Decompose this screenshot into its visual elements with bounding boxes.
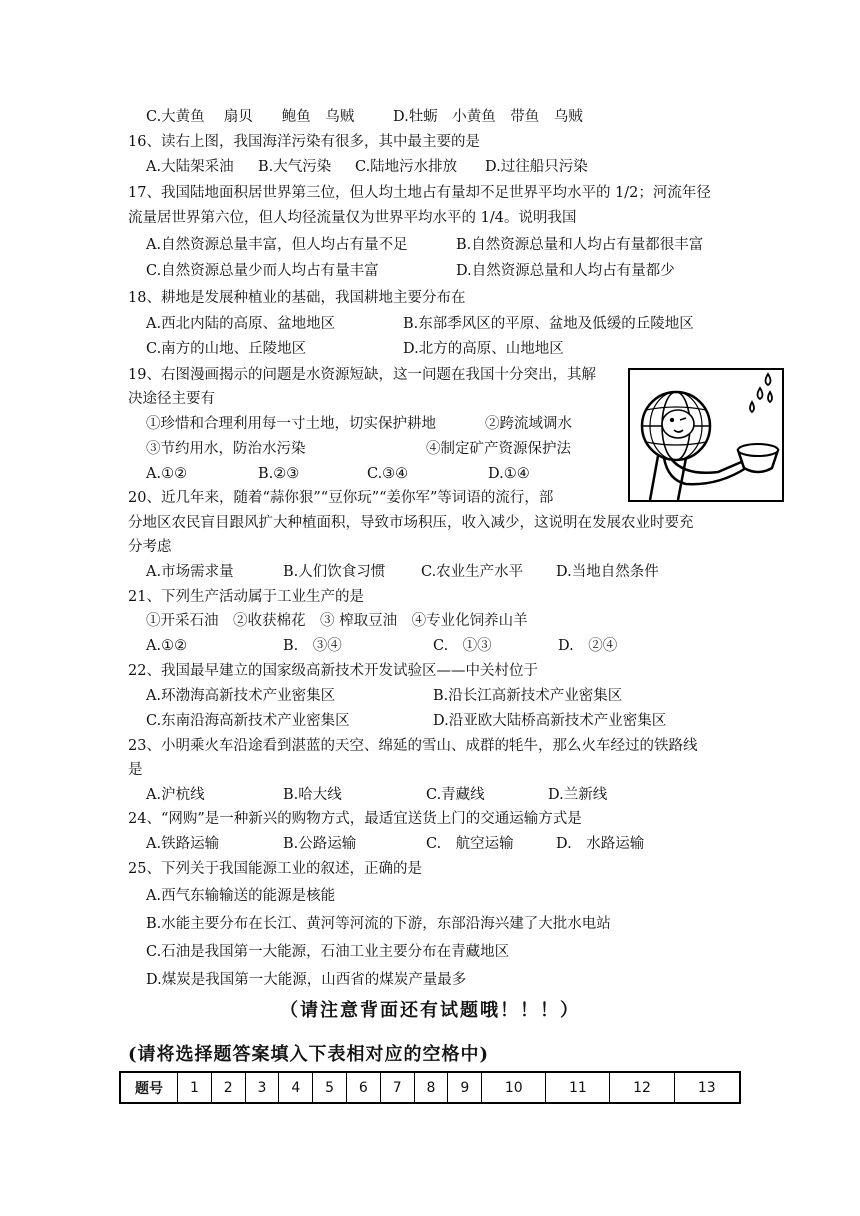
answer-cell-3[interactable]: 3	[245, 1072, 279, 1103]
answer-table	[119, 1071, 741, 1104]
back-page-notice: （请注意背面还有试题哦！！！）	[280, 1000, 580, 1021]
answer-cell-8[interactable]: 8	[414, 1072, 448, 1103]
answer-cell-13[interactable]: 13	[674, 1072, 740, 1103]
q21-items: ①开采石油 ②收获棉花 ③ 榨取豆油 ④专业化饲养山羊	[146, 613, 528, 629]
q17-stem-line2: 流量居世界第六位，但人均径流量仅为世界平均水平的 1/4。说明我国	[128, 210, 577, 226]
q22-option-c: C.东南沿海高新技术产业密集区	[146, 713, 350, 729]
q16-option-c: C.陆地污水排放	[355, 159, 458, 175]
q20-stem-line1: 20、近几年来，随着“蒜你狠”“豆你玩”“姜你军”等词语的流行，部	[128, 490, 554, 506]
q18-option-b: B.东部季风区的平原、盆地及低缓的丘陵地区	[403, 316, 694, 332]
q21-option-c: C. ①③	[433, 638, 492, 654]
q20-stem-line2: 分地区农民盲目跟风扩大种植面积，导致市场积压，收入减少，这说明在发展农业时要充	[128, 515, 694, 531]
q19-option-a: A.①②	[146, 466, 188, 482]
q24-option-b: B.公路运输	[283, 836, 357, 852]
q25-stem: 25、下列关于我国能源工业的叙述，正确的是	[128, 861, 422, 877]
q24-option-a: A.铁路运输	[146, 836, 220, 852]
q19-option-d: D.①④	[488, 466, 530, 482]
q16-option-a: A.大陆架采油	[146, 159, 234, 175]
q21-stem: 21、下列生产活动属于工业生产的是	[128, 589, 364, 605]
q22-stem: 22、我国最早建立的国家级高新技术开发试验区——中关村位于	[128, 663, 538, 679]
q21-option-a: A.①②	[146, 638, 188, 654]
q17-option-c: C.自然资源总量少而人均占有量丰富	[146, 263, 379, 279]
q25-option-a: A.西气东输输送的能源是核能	[146, 888, 336, 904]
q24-option-c: C. 航空运输	[426, 836, 514, 852]
answer-table-row	[120, 1072, 740, 1103]
answer-cell-12[interactable]: 12	[610, 1072, 674, 1103]
q22-option-a: A.环渤海高新技术产业密集区	[146, 688, 336, 704]
q22-option-d: D.沿亚欧大陆桥高新技术产业密集区	[433, 713, 667, 729]
water-shortage-cartoon	[628, 368, 784, 502]
q20-option-d: D.当地自然条件	[556, 564, 659, 580]
answer-cell-9[interactable]: 9	[448, 1072, 482, 1103]
answer-cell-6[interactable]: 6	[346, 1072, 380, 1103]
q18-option-a: A.西北内陆的高原、盆地地区	[146, 316, 336, 332]
q23-option-a: A.沪杭线	[146, 787, 205, 803]
q21-option-d: D. ②④	[558, 638, 618, 654]
q20-option-a: A.市场需求量	[146, 564, 234, 580]
q24-stem: 24、“网购”是一种新兴的购物方式，最适宜送货上门的交通运输方式是	[128, 811, 582, 827]
q16-option-b: B.大气污染	[258, 159, 332, 175]
q19-option-b: B.②③	[258, 466, 300, 482]
q19-item-2: ②跨流域调水	[485, 416, 572, 432]
q18-option-c: C.南方的山地、丘陵地区	[146, 341, 307, 357]
q23-option-c: C.青藏线	[426, 787, 485, 803]
q20-stem-line3: 分考虑	[128, 539, 172, 555]
q17-option-a: A.自然资源总量丰富，但人均占有量不足	[146, 237, 408, 253]
answer-cell-7[interactable]: 7	[380, 1072, 414, 1103]
q15-option-d: D.牡蛎 小黄鱼 带鱼 乌贼	[393, 109, 583, 125]
q18-stem: 18、耕地是发展种植业的基础，我国耕地主要分布在	[128, 290, 466, 306]
answer-table-header: 题号	[120, 1072, 178, 1103]
q19-option-c: C.③④	[367, 466, 409, 482]
q23-stem-line1: 23、小明乘火车沿途看到湛蓝的天空、绵延的雪山、成群的牦牛，那么火车经过的铁路线	[128, 738, 698, 754]
answer-cell-2[interactable]: 2	[211, 1072, 245, 1103]
q19-item-3: ③节约用水，防治水污染	[146, 441, 306, 457]
q16-stem: 16、读右上图，我国海洋污染有很多，其中最主要的是	[128, 134, 480, 150]
q17-option-b: B.自然资源总量和人均占有量都很丰富	[456, 237, 704, 253]
answer-cell-1[interactable]: 1	[178, 1072, 212, 1103]
q15-option-c: C.大黄鱼 扇贝 鲍鱼 乌贼	[146, 109, 355, 125]
q19-item-1: ①珍惜和合理利用每一寸土地，切实保护耕地	[146, 416, 436, 432]
answer-instruction: (请将选择题答案填入下表相对应的空格中)	[128, 1044, 490, 1065]
q25-option-d: D.煤炭是我国第一大能源，山西省的煤炭产量最多	[146, 972, 467, 988]
q16-option-d: D.过往船只污染	[485, 159, 588, 175]
q17-stem-line1: 17、我国陆地面积居世界第三位，但人均土地占有量却不足世界平均水平的 1/2；河流年径	[128, 185, 711, 201]
q17-option-d: D.自然资源总量和人均占有量都少	[456, 263, 675, 279]
answer-cell-10[interactable]: 10	[482, 1072, 546, 1103]
answer-cell-5[interactable]: 5	[313, 1072, 347, 1103]
q24-option-d: D. 水路运输	[556, 836, 645, 852]
q22-option-b: B.沿长江高新技术产业密集区	[433, 688, 623, 704]
answer-cell-11[interactable]: 11	[546, 1072, 610, 1103]
q19-item-4: ④制定矿产资源保护法	[426, 441, 571, 457]
q20-option-b: B.人们饮食习惯	[283, 564, 386, 580]
q19-stem-line2: 决途径主要有	[128, 391, 215, 407]
q23-stem-line2: 是	[128, 762, 143, 778]
q20-option-c: C.农业生产水平	[421, 564, 524, 580]
q25-option-b: B.水能主要分布在长江、黄河等河流的下游，东部沿海兴建了大批水电站	[146, 916, 611, 932]
q19-stem-line1: 19、右图漫画揭示的问题是水资源短缺，这一问题在我国十分突出，其解	[128, 367, 596, 383]
q25-option-c: C.石油是我国第一大能源，石油工业主要分布在青藏地区	[146, 944, 510, 960]
q18-option-d: D.北方的高原、山地地区	[403, 341, 564, 357]
q23-option-b: B.哈大线	[283, 787, 342, 803]
q23-option-d: D.兰新线	[548, 787, 608, 803]
answer-cell-4[interactable]: 4	[279, 1072, 313, 1103]
q21-option-b: B. ③④	[283, 638, 342, 654]
